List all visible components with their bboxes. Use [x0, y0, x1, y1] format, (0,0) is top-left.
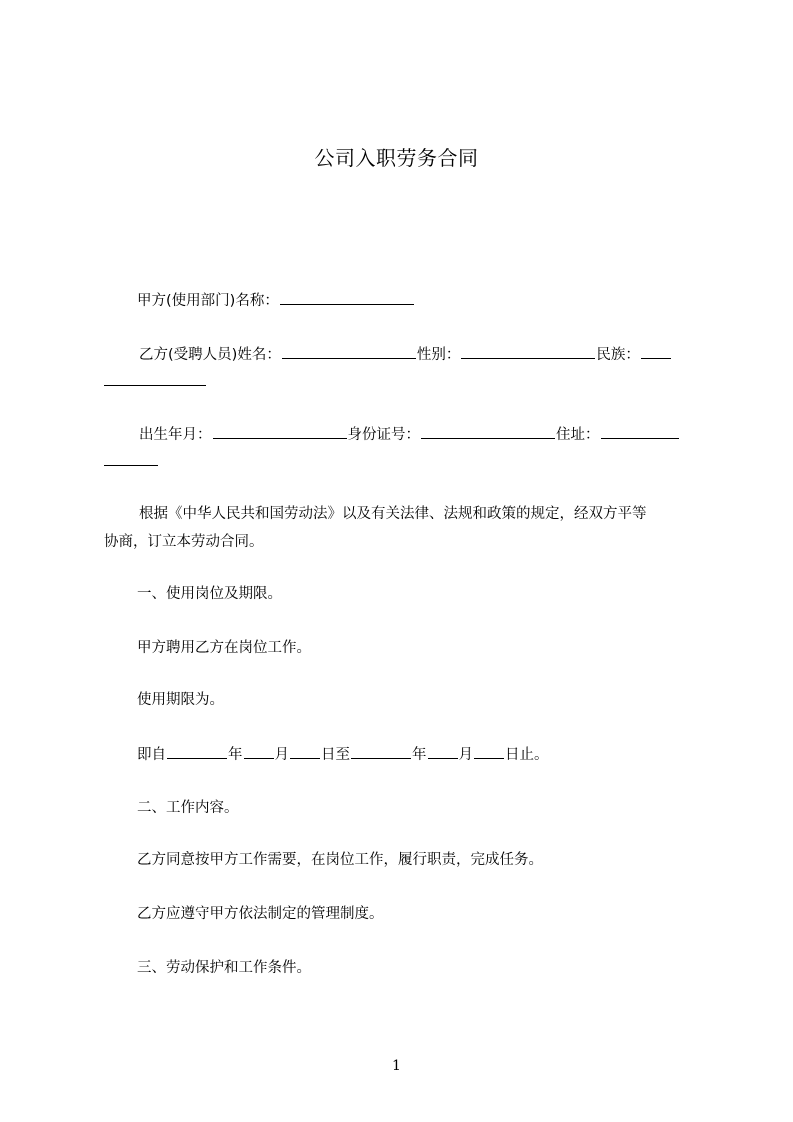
id-number-label: 身份证号： — [347, 427, 420, 443]
address-blank — [601, 424, 679, 439]
gender-blank — [461, 344, 595, 359]
section-2-paragraph-2: 乙方应遵守甲方依法制定的管理制度。 — [137, 906, 384, 922]
party-b-name-blank — [282, 344, 416, 359]
address-label: 住址： — [556, 427, 600, 443]
intro-line-2: 协商，订立本劳动合同。 — [104, 534, 264, 550]
ethnicity-blank-continued — [104, 371, 704, 392]
start-month-blank — [244, 744, 274, 759]
ethnicity-blank-2 — [104, 371, 206, 386]
section-1-heading: 一、使用岗位及期限。 — [137, 586, 282, 602]
end-month-label: 月 — [458, 747, 473, 763]
end-year-label: 年 — [412, 747, 427, 763]
ethnicity-blank — [641, 344, 671, 359]
party-b-row — [104, 344, 739, 365]
address-blank-continued — [104, 451, 704, 472]
date-end-label: 日止。 — [505, 747, 549, 763]
intro-line-1: 根据《中华人民共和国劳动法》以及有关法律、法规和政策的规定，经双方平等 — [139, 506, 647, 522]
birth-blank — [213, 424, 347, 439]
birth-row — [104, 424, 739, 445]
party-a-row — [104, 290, 737, 311]
start-year-label: 年 — [228, 747, 243, 763]
contract-title: 公司入职劳务合同 — [314, 146, 479, 170]
section-1-paragraph-2: 使用期限为。 — [137, 692, 224, 708]
start-year-blank — [167, 744, 227, 759]
party-a-name-blank — [280, 290, 414, 305]
section-2-paragraph-1: 乙方同意按甲方工作需要，在岗位工作，履行职责，完成任务。 — [137, 852, 543, 868]
end-year-blank — [351, 744, 411, 759]
id-number-blank — [421, 424, 555, 439]
party-b-label: 乙方(受聘人员)姓名： — [139, 347, 281, 363]
end-month-blank — [428, 744, 458, 759]
ethnicity-label: 民族： — [596, 347, 640, 363]
page-number: 1 — [392, 1058, 401, 1074]
gender-label: 性别： — [416, 347, 461, 363]
birth-label: 出生年月： — [139, 427, 212, 443]
start-month-label: 月 — [274, 747, 289, 763]
term-dates-row — [104, 744, 737, 765]
end-day-blank — [474, 744, 504, 759]
party-a-label: 甲方(使用部门)名称： — [137, 293, 279, 309]
section-2-heading: 二、工作内容。 — [137, 800, 239, 816]
address-blank-2 — [104, 451, 158, 466]
date-from-label: 即自 — [137, 747, 166, 763]
section-1-paragraph-1: 甲方聘用乙方在岗位工作。 — [137, 640, 311, 656]
start-day-blank — [290, 744, 320, 759]
section-3-heading: 三、劳动保护和工作条件。 — [137, 960, 311, 976]
date-to-label: 日至 — [321, 747, 350, 763]
